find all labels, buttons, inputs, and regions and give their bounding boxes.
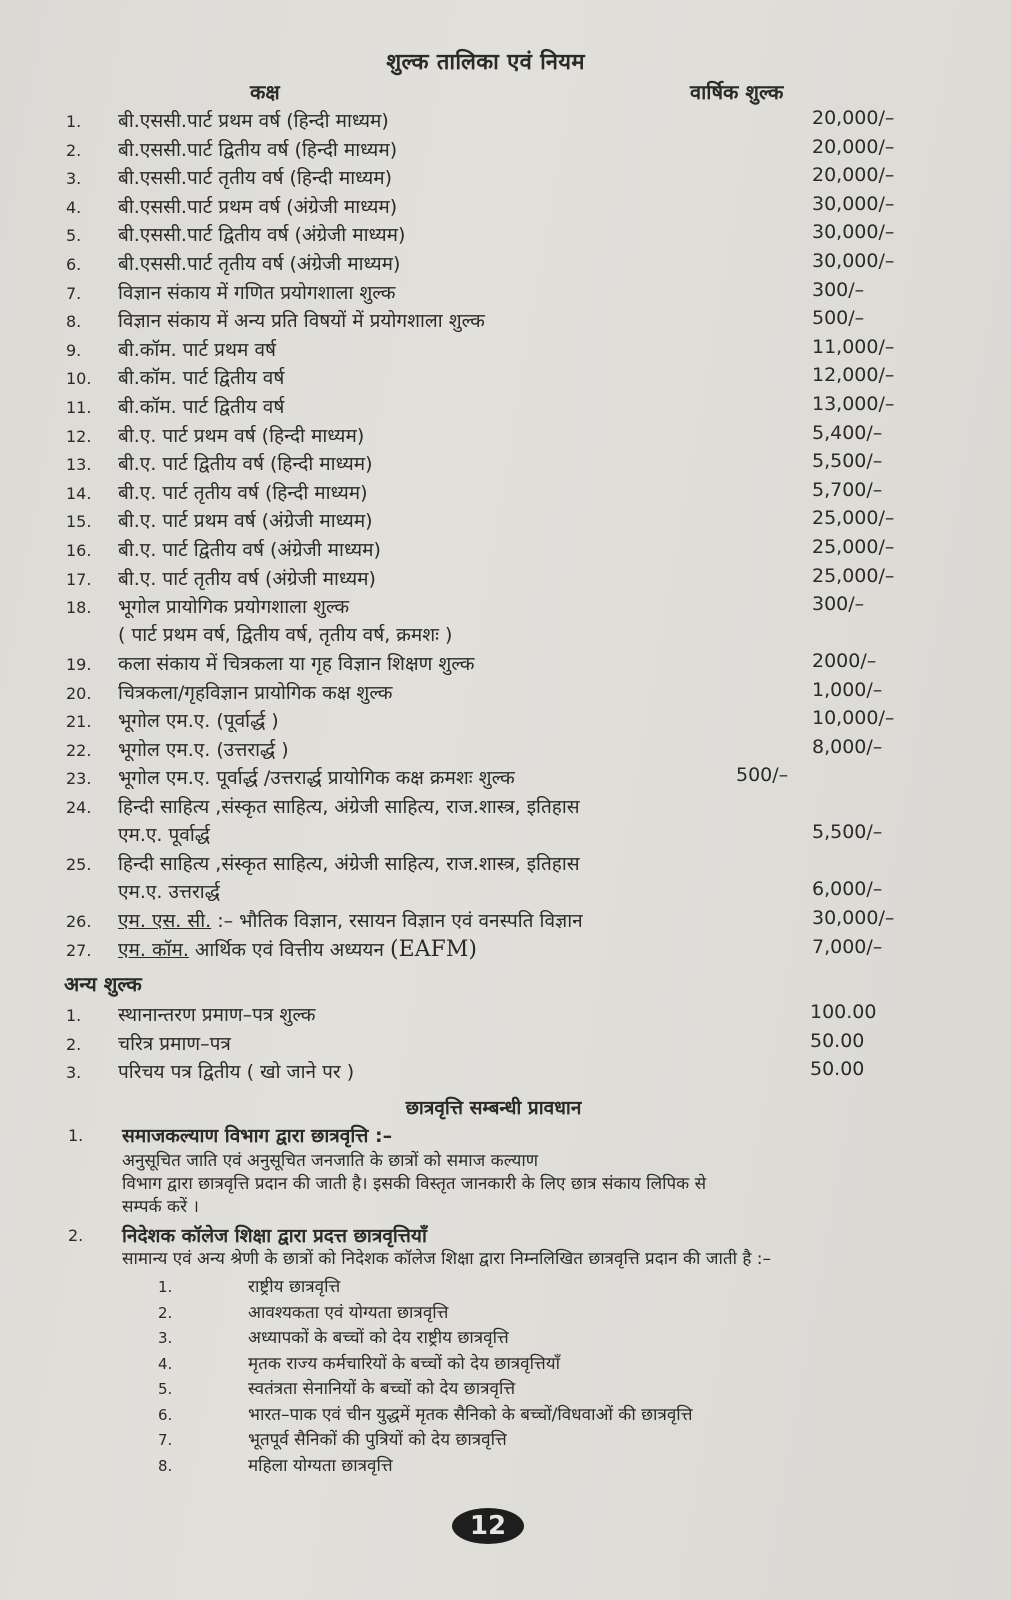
- scholarship-list: [0, 1274, 1011, 1478]
- column-header-annual-fee: वार्षिक शुल्क: [690, 80, 784, 104]
- fee-row: 24. हिन्दी साहित्य ,संस्कृत साहित्य, अंग्रेजी साहित्य, राज.शास्त्र, इतिहास एम.ए. पूर्वार्द्ध 5,500/–: [66, 796, 883, 847]
- scholarship-item: 2. आवश्यकता एवं योग्यता छात्रवृत्ति: [158, 1302, 449, 1323]
- scholarship-item: 7. भूतपूर्व सैनिकों की पुत्रियों को देय छात्रवृत्ति: [158, 1430, 507, 1450]
- fee-row: 25. हिन्दी साहित्य ,संस्कृत साहित्य, अंग्रेजी साहित्य, राज.शास्त्र, इतिहास एम.ए. उत्तरार्द्ध 6,000/–: [66, 853, 883, 904]
- fee-row: 18. भूगोल प्रायोगिक प्रयोगशाला शुल्क ( पार्ट प्रथम वर्ष, द्वितीय वर्ष, तृतीय वर्ष, क्रमशः ) 300/–: [66, 593, 865, 647]
- other-fee-row: 3. परिचय पत्र द्वितीय ( खो जाने पर ) 50.00: [66, 1058, 865, 1084]
- scholarship-item: 6. भारत–पाक एवं चीन युद्धमें मृतक सैनिको के बच्चों/विधवाओं की छात्रवृत्ति: [158, 1404, 693, 1425]
- page-title: शुल्क तालिका एवं नियम: [386, 50, 585, 75]
- scholarship-item: 5. स्वतंत्रता सेनानियों के बच्चों को देय छात्रवृत्ति: [158, 1379, 516, 1399]
- fee-row: 20. चित्रकला/गृहविज्ञान प्रायोगिक कक्ष शुल्क 1,000/–: [66, 678, 883, 704]
- fee-row: 10. बी.कॉम. पार्ट द्वितीय वर्ष 12,000/–: [66, 364, 895, 390]
- fee-row: 11. बी.कॉम. पार्ट द्वितीय वर्ष 13,000/–: [66, 392, 895, 418]
- fee-row: 6. बी.एससी.पार्ट तृतीय वर्ष (अंग्रेजी माध्यम) 30,000/–: [66, 249, 895, 275]
- fee-row: 23. भूगोल एम.ए. पूर्वार्द्ध /उत्तरार्द्ध प्रायोगिक कक्ष क्रमशः शुल्क 500/–: [66, 764, 789, 790]
- fee-row: 26. एम. एस. सी. :– भौतिक विज्ञान, रसायन विज्ञान एवं वनस्पति विज्ञान 30,000/–: [66, 907, 895, 933]
- page-number-badge: 12: [452, 1508, 524, 1544]
- fee-row: 13. बी.ए. पार्ट द्वितीय वर्ष (हिन्दी माध्यम) 5,500/–: [66, 450, 883, 476]
- document-page: शुल्क तालिका एवं नियम कक्ष वार्षिक शुल्क 1. बी.एससी.पार्ट प्रथम वर्ष (हिन्दी माध्यम) 20,000/– 2. बी.एससी.पार्ट द्वितीय वर्ष (हिन्दी माध्यम) 20,000/– 3. बी.एससी.पार्ट तृतीय वर्ष (हिन्दी माध्यम) 20,000/– 4. बी.एससी.पार्ट प्रथम वर्ष (अंग्रेजी माध्यम) 30,000/– 5. बी.एससी.पार्ट द्वितीय वर्ष (अंग्रेजी माध्यम) 30,000/– 6. बी.एससी.पार्ट तृतीय वर्ष (अंग्रेजी माध्यम) 30,000/– 7. विज्ञान संकाय में गणित प्रयोगशाला शुल्क 300/– 8. विज्ञान संकाय में अन्य प्रति विषयों में प्रयोगशाला शुल्क 500/– 9. बी.कॉम. पार्ट प्रथम वर्ष 11,000/– 10. बी.कॉम. पार्ट द्वितीय वर्ष 12,000/– 11. बी.कॉम. पार्ट द्वितीय वर्ष 13,000/– 12. बी.ए. पार्ट प्रथम वर्ष (हिन्दी माध्यम) 5,400/– 13. बी.ए. पार्ट द्वितीय वर्ष (हिन्दी माध्यम) 5,500/– 14. बी.ए. पार्ट तृतीय वर्ष (हिन्दी माध्यम) 5,700/– 15. बी.ए. पार्ट प्रथम वर्ष (अंग्रेजी माध्यम) 25,000/– 16. बी.ए. पार्ट द्वितीय वर्ष (अंग्रेजी माध्यम) 25,000/– 17. बी.ए. पार्ट तृतीय वर्ष (अंग्रेजी माध्यम) 25,000/– 18. भूगोल प्रायोगिक प्रयोगशाला शुल्क ( पार्ट प्रथम वर्ष, द्वितीय वर्ष, तृतीय वर्ष, क्रमशः ) 300/– 19. कला संकाय में चित्रकला या गृह विज्ञान शिक्षण शुल्क 2000/– 20. चित्रकला/गृहविज्ञान प्रायोगिक कक्ष शुल्क 1,000/– 21. भूगोल एम.ए. (पूर्वार्द्ध ) 10,000/– 22. भूगोल एम.ए. (उत्तरार्द्ध ) 8,000/– 23. भूगोल एम.ए. पूर्वार्द्ध /उत्तरार्द्ध प्रायोगिक कक्ष क्रमशः शुल्क 500/– 24. हिन्दी साहित्य ,संस्कृत साहित्य, अंग्रेजी साहित्य, राज.शास्त्र, इतिहास एम.ए. पूर्वार्द्ध 5,500/– 25. हिन्दी साहित्य ,संस्कृत साहित्य, अंग्रेजी साहित्य, राज.शास्त्र, इतिहास एम.ए. उत्तरार्द्ध 6,000/– 26. एम. एस. सी. :– भौतिक विज्ञान, रसायन विज्ञान एवं वनस्पति विज्ञान 30,000/– 27. एम. कॉम. आर्थिक एवं वित्तीय अध्ययन (EAFM) 7,000/– अन्य शुल्क 1. स्थानान्तरण प्रमाण–पत्र शुल्क 100.00 2. चरित्र प्रमाण–पत्र 50.00 3. परिचय पत्र द्वितीय ( खो जाने पर ) 50.00 छात्रवृत्ति सम्बन्धी प्रावधान 1. समाजकल्याण विभाग द्वारा छात्रवृत्ति :– अनुसूचित जाति एवं अनुसूचित जनजाति के छात्रों को समाज कल्याण विभाग द्वारा छात्रवृत्ति प्रदान की जाती है। इसकी विस्तृत जानकारी के लिए छात्र संकाय लिपिक से सम्पर्क करें । 2. निदेशक कॉलेज शिक्षा द्वारा प्रदत्त छात्रवृत्तियाँ सामान्य एवं अन्य श्रेणी के छात्रों को निदेशक कॉलेज शिक्षा द्वारा निम्नलिखित छात्रवृत्ति प्रदान की जाती है :– 1. राष्ट्रीय छात्रवृत्ति 2. आवश्यकता एवं योग्यता छात्रवृत्ति 3. अध्यापकों के बच्चों को देय राष्ट्रीय छात्रवृत्ति 4. मृतक राज्य कर्मचारियों के बच्चों को देय छात्रवृत्तियाँ 5. स्वतंत्रता सेनानियों के बच्चों को देय छात्रवृत्ति 6. भारत–पाक एवं चीन युद्धमें मृतक सैनिको के बच्चों/विधवाओं की छात्रवृत्ति 7. भूतपूर्व सैनिकों की पुत्रियों को देय छात्रवृत्ति 8. महिला योग्यता छात्रवृत्ति 12: [0, 0, 1011, 1600]
- fee-row: 14. बी.ए. पार्ट तृतीय वर्ष (हिन्दी माध्यम) 5,700/–: [66, 478, 883, 504]
- scholarship-section-title: छात्रवृत्ति सम्बन्धी प्रावधान: [405, 1097, 582, 1119]
- fee-row: 4. बी.एससी.पार्ट प्रथम वर्ष (अंग्रेजी माध्यम) 30,000/–: [66, 192, 895, 218]
- fee-table: [0, 106, 1011, 965]
- fee-row: 3. बी.एससी.पार्ट तृतीय वर्ष (हिन्दी माध्यम) 20,000/–: [66, 164, 895, 190]
- fee-row: 22. भूगोल एम.ए. (उत्तरार्द्ध ) 8,000/–: [66, 735, 883, 761]
- fee-row: 15. बी.ए. पार्ट प्रथम वर्ष (अंग्रेजी माध्यम) 25,000/–: [66, 507, 895, 533]
- fee-row: 16. बी.ए. पार्ट द्वितीय वर्ष (अंग्रेजी माध्यम) 25,000/–: [66, 535, 895, 561]
- other-fee-row: 2. चरित्र प्रमाण–पत्र 50.00: [66, 1029, 865, 1055]
- fee-row: 7. विज्ञान संकाय में गणित प्रयोगशाला शुल्क 300/–: [66, 278, 865, 304]
- scholarship-item: 8. महिला योग्यता छात्रवृत्ति: [158, 1455, 393, 1476]
- scholarship-item: 4. मृतक राज्य कर्मचारियों के बच्चों को देय छात्रवृत्तियाँ: [158, 1353, 561, 1374]
- other-fees-heading: अन्य शुल्क: [64, 972, 142, 996]
- other-fee-row: 1. स्थानान्तरण प्रमाण–पत्र शुल्क 100.00: [66, 1001, 877, 1026]
- column-header-class: कक्ष: [250, 80, 280, 104]
- fee-row: 9. बी.कॉम. पार्ट प्रथम वर्ष 11,000/–: [66, 335, 895, 361]
- fee-row: 21. भूगोल एम.ए. (पूर्वार्द्ध ) 10,000/–: [66, 707, 895, 733]
- fee-row: 12. बी.ए. पार्ट प्रथम वर्ष (हिन्दी माध्यम) 5,400/–: [66, 421, 883, 447]
- fee-row: 5. बी.एससी.पार्ट द्वितीय वर्ष (अंग्रेजी माध्यम) 30,000/–: [66, 221, 895, 247]
- fee-row: 2. बी.एससी.पार्ट द्वितीय वर्ष (हिन्दी माध्यम) 20,000/–: [66, 135, 895, 161]
- scholarship-item: 3. अध्यापकों के बच्चों को देय राष्ट्रीय छात्रवृत्ति: [158, 1328, 509, 1348]
- fee-row: 1. बी.एससी.पार्ट प्रथम वर्ष (हिन्दी माध्यम) 20,000/–: [66, 107, 895, 132]
- scholarship-item: 1. राष्ट्रीय छात्रवृत्ति: [158, 1277, 341, 1297]
- fee-row: 27. एम. कॉम. आर्थिक एवं वित्तीय अध्ययन (EAFM) 7,000/–: [66, 935, 883, 962]
- other-fees-table: [0, 1000, 1011, 1086]
- fee-row: 8. विज्ञान संकाय में अन्य प्रति विषयों में प्रयोगशाला शुल्क 500/–: [66, 307, 865, 333]
- fee-row: 17. बी.ए. पार्ट तृतीय वर्ष (अंग्रेजी माध्यम) 25,000/–: [66, 564, 895, 590]
- fee-row: 19. कला संकाय में चित्रकला या गृह विज्ञान शिक्षण शुल्क 2000/–: [66, 650, 877, 676]
